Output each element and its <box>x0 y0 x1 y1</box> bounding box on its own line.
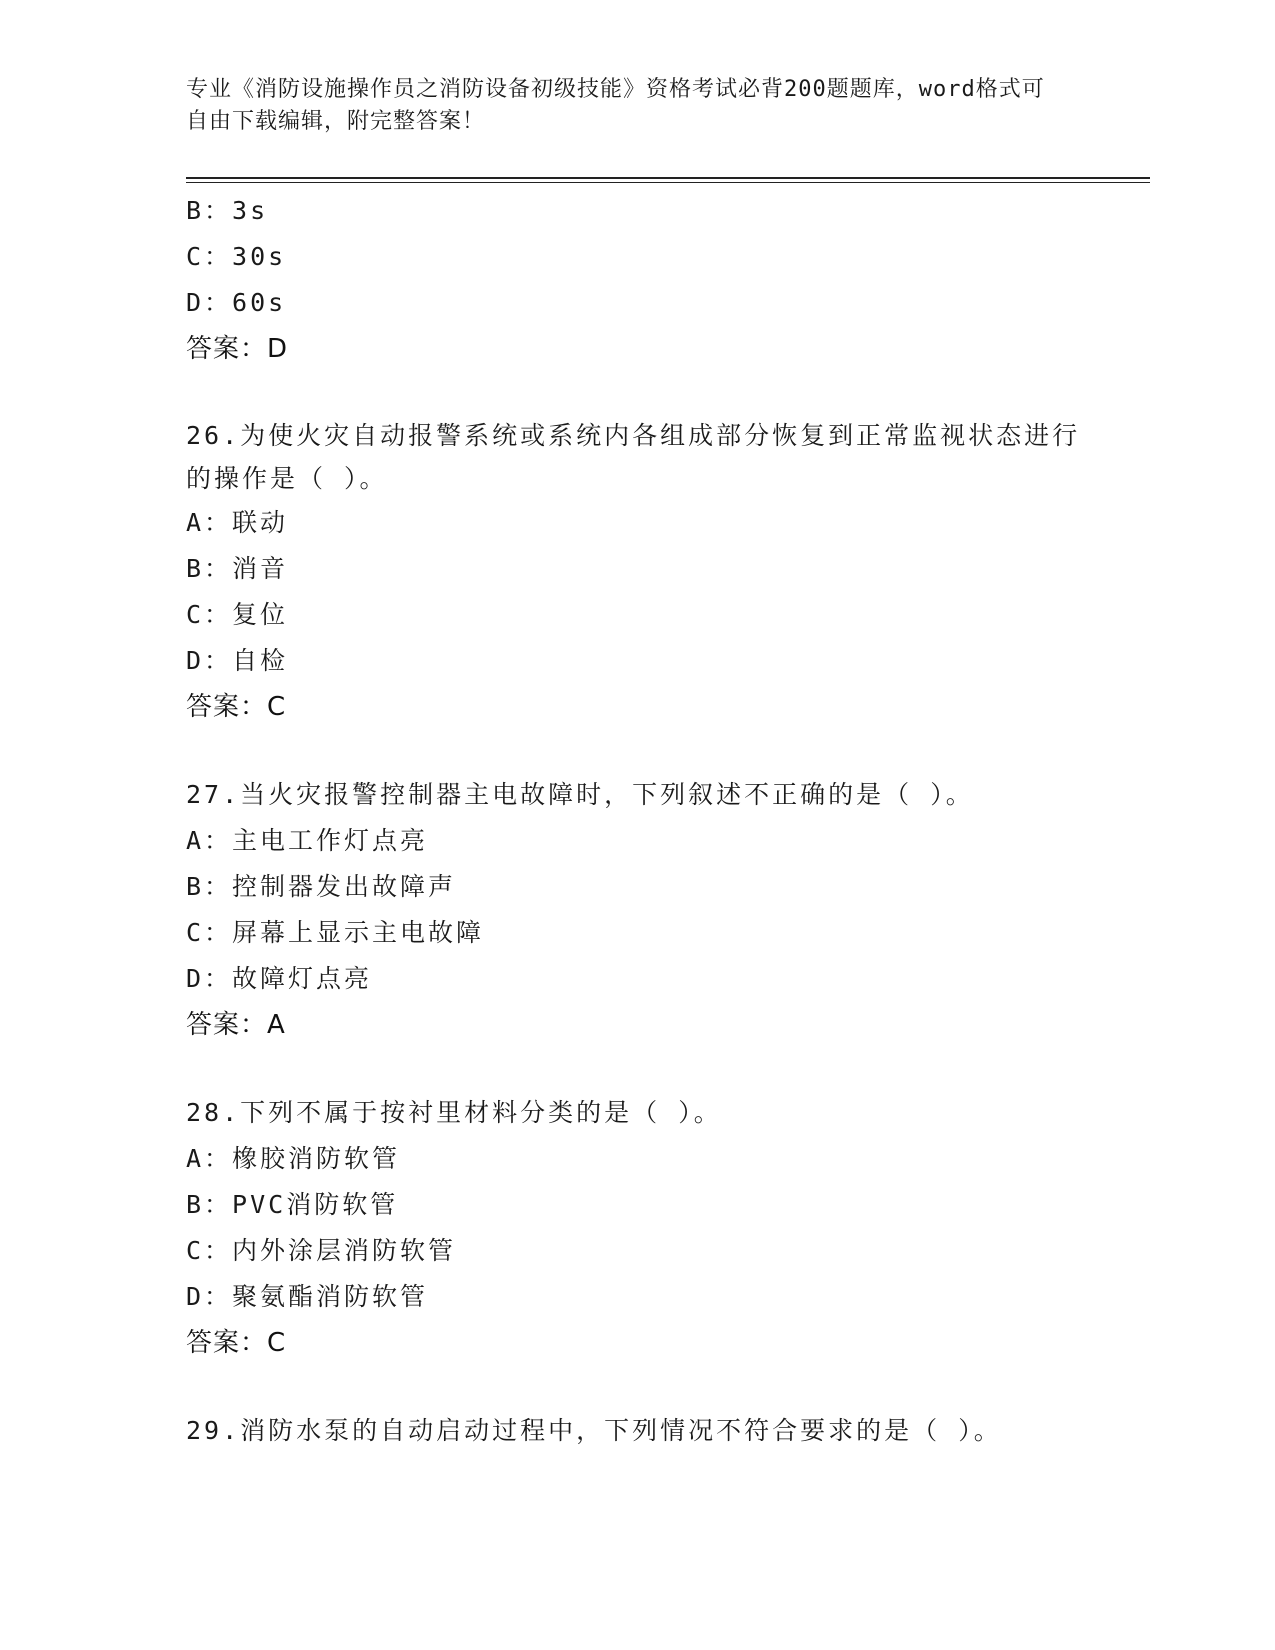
option-d: D：聚氨酯消防软管 <box>186 1282 429 1311</box>
option-c: C：内外涂层消防软管 <box>186 1236 457 1265</box>
question-29 <box>186 1408 1086 1454</box>
option-d: D：自检 <box>186 646 289 675</box>
question-text: 27.当火灾报警控制器主电故障时，下列叙述不正确的是（ ）。 <box>186 780 974 809</box>
option-a: A：联动 <box>186 508 289 537</box>
option-b: B：控制器发出故障声 <box>186 872 457 901</box>
option-b: B：PVC消防软管 <box>186 1190 399 1219</box>
answer: 答案：C <box>186 1328 287 1358</box>
answer: 答案：D <box>186 334 289 364</box>
question-27 <box>186 772 1086 1048</box>
option-b: B：3s <box>186 196 269 225</box>
option-a: A：橡胶消防软管 <box>186 1144 401 1173</box>
option-d: D：60s <box>186 288 287 317</box>
answer: 答案：A <box>186 1010 286 1040</box>
question-25-tail <box>186 188 1086 372</box>
page-header: 专业《消防设施操作员之消防设备初级技能》资格考试必背200题题库，word格式可自由下载编辑，附完整答案！ <box>186 77 1045 134</box>
option-a: A：主电工作灯点亮 <box>186 826 429 855</box>
question-26 <box>186 414 1086 730</box>
header-divider <box>186 177 1150 183</box>
question-list <box>186 188 1086 1454</box>
option-c: C：复位 <box>186 600 289 629</box>
question-text: 29.消防水泵的自动启动过程中，下列情况不符合要求的是（ ）。 <box>186 1416 1002 1445</box>
answer: 答案：C <box>186 692 287 722</box>
option-c: C：屏幕上显示主电故障 <box>186 918 485 947</box>
option-b: B：消音 <box>186 554 289 583</box>
question-text: 26.为使火灾自动报警系统或系统内各组成部分恢复到正常监视状态进行的操作是（ ）。 <box>186 421 1081 493</box>
question-28 <box>186 1090 1086 1366</box>
option-c: C：30s <box>186 242 287 271</box>
question-text: 28.下列不属于按衬里材料分类的是（ ）。 <box>186 1098 722 1127</box>
option-d: D：故障灯点亮 <box>186 964 373 993</box>
